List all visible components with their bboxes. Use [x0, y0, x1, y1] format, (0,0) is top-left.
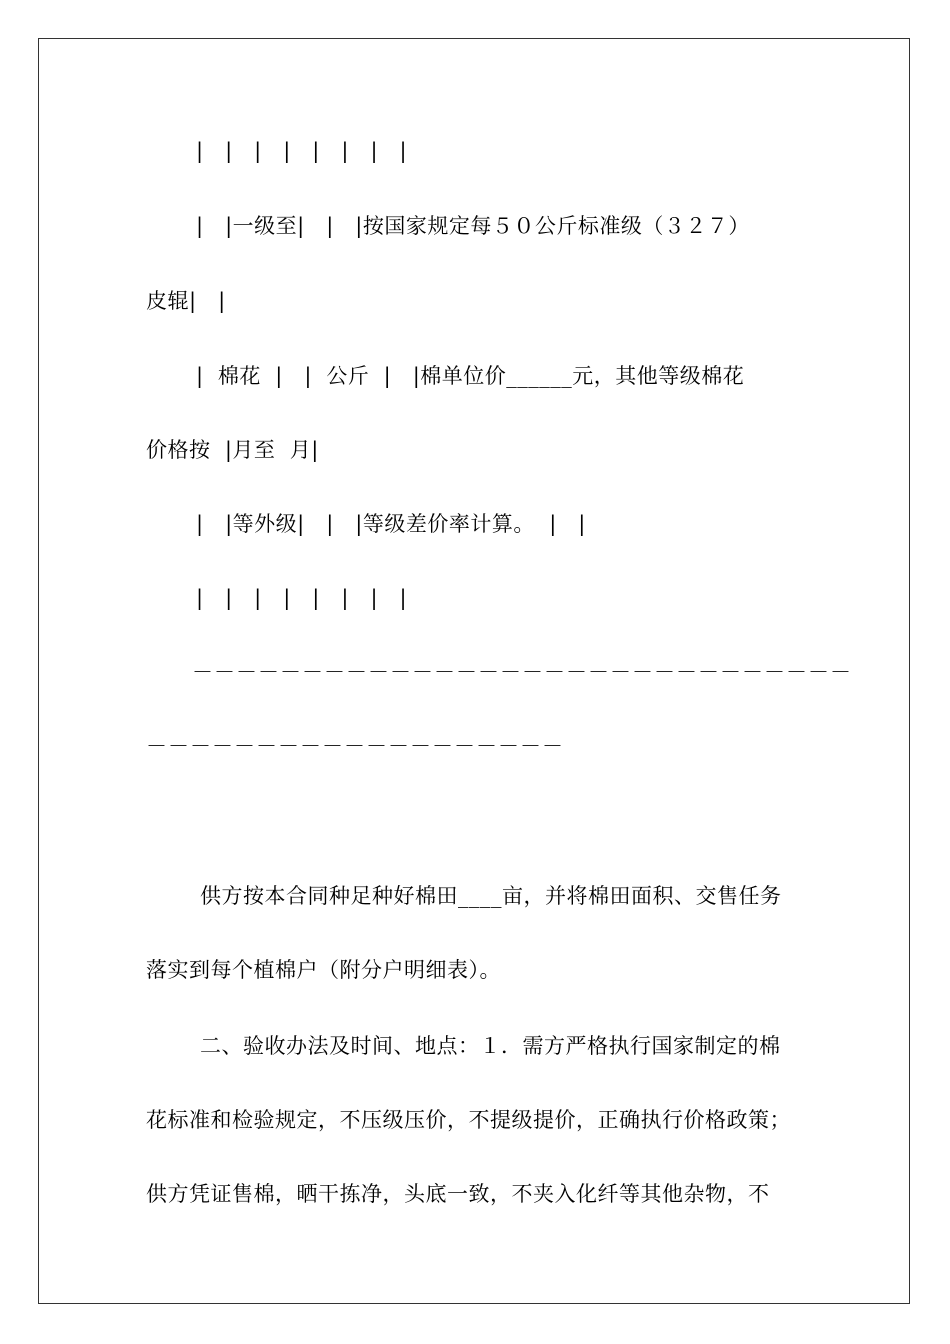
paragraph-line: 供方按本合同种足种好棉田____亩，并将棉田面积、交售任务 [200, 884, 782, 908]
table-row: | | | | | | | | [196, 586, 408, 610]
table-row: | |一级至| | |按国家规定每５０公斤标准级（３２７） [196, 214, 750, 238]
table-separator: －－－－－－－－－－－－－－－－－－－－－－－－－－－－－－ [192, 660, 852, 684]
table-row-continuation: 皮辊| | [146, 289, 226, 313]
table-row: | | | | | | | | [196, 139, 408, 163]
paragraph-line: 供方凭证售棉，晒干拣净，头底一致，不夹入化纤等其他杂物，不 [146, 1182, 770, 1206]
paragraph-line: 花标准和检验规定，不压级压价，不提级提价，正确执行价格政策； [146, 1108, 791, 1132]
paragraph-line: 落实到每个植棉户（附分户明细表）。 [146, 958, 501, 982]
table-row: | 棉花 | | 公斤 | |棉单位价______元，其他等级棉花 [196, 364, 745, 388]
table-row-continuation: 价格按 |月至 月| [146, 438, 319, 462]
table-separator: －－－－－－－－－－－－－－－－－－－ [146, 734, 564, 758]
paragraph-line: 二、验收办法及时间、地点：１．需方严格执行国家制定的棉 [200, 1034, 781, 1058]
table-row: | |等外级| | |等级差价率计算。 | | [196, 512, 586, 536]
